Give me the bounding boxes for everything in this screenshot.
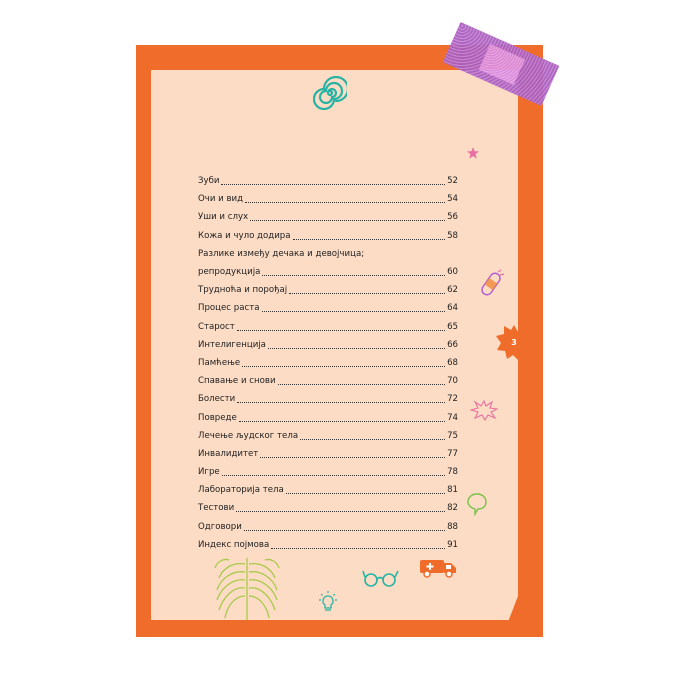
toc-leader-dots (236, 504, 445, 512)
toc-entry[interactable] (198, 208, 458, 226)
toc-leader-dots (278, 377, 446, 385)
toc-leader-dots (268, 341, 445, 349)
toc-page-number: 54 (447, 194, 458, 205)
toc-entry-title: Одговори (198, 521, 242, 532)
toc-leader-dots (262, 304, 446, 312)
toc-entry[interactable] (198, 408, 458, 426)
toc-entry[interactable] (198, 190, 458, 208)
toc-page-number: 78 (447, 467, 458, 478)
toc-entry-title: Трудноћа и порођај (198, 285, 288, 296)
toc-entry[interactable] (198, 245, 458, 263)
toc-leader-dots (271, 541, 445, 549)
toc-leader-dots (242, 359, 445, 367)
toc-leader-dots (262, 268, 445, 276)
toc-leader-dots (239, 414, 445, 422)
toc-page-number: 74 (447, 412, 458, 423)
toc-leader-dots (237, 323, 445, 331)
toc-page-number: 62 (447, 285, 458, 296)
toc-page-number: 88 (447, 521, 458, 532)
toc-leader-dots (260, 450, 445, 458)
toc-leader-dots (293, 232, 446, 240)
speech-bubble-icon (466, 492, 488, 516)
toc-entry[interactable] (198, 227, 458, 245)
toc-entry-title: Индекс појмова (198, 539, 270, 550)
toc-entry[interactable] (198, 445, 458, 463)
toc-leader-dots (300, 432, 445, 440)
toc-entry[interactable] (198, 172, 458, 190)
toc-leader-dots (245, 195, 445, 203)
toc-entry[interactable] (198, 481, 458, 499)
page-corner-fold (508, 596, 530, 622)
toc-entry[interactable] (198, 499, 458, 517)
toc-entry-title: Зуби (198, 176, 220, 187)
toc-entry-title: Лабораторија тела (198, 485, 284, 496)
lightbulb-icon (318, 590, 338, 614)
toc-entry[interactable] (198, 463, 458, 481)
toc-entry-title: Болести (198, 394, 236, 405)
toc-page-number: 91 (447, 539, 458, 550)
toc-leader-dots (244, 523, 445, 531)
toc-page-number: 68 (447, 357, 458, 368)
toc-entry[interactable] (198, 518, 458, 536)
toc-entry-title: Процес раста (198, 303, 260, 314)
toc-page-number: 64 (447, 303, 458, 314)
toc-page-number: 77 (447, 448, 458, 459)
toc-entry-title: Памћење (198, 357, 241, 368)
toc-entry[interactable] (198, 390, 458, 408)
toc-page-number: 58 (447, 230, 458, 241)
toc-entry-title: Старост (198, 321, 235, 332)
toc-page-number: 81 (447, 485, 458, 496)
toc-page-number: 70 (447, 376, 458, 387)
section-tab-badge (495, 323, 533, 361)
toc-entry-title: Очи и вид (198, 194, 244, 205)
toc-leader-dots (286, 486, 445, 494)
spiral-icon (313, 76, 347, 110)
star-icon (466, 146, 480, 160)
toc-entry[interactable] (198, 536, 458, 554)
section-number: 3 (511, 337, 517, 347)
toc-entry[interactable] (198, 336, 458, 354)
toc-entry-title: Спавање и снови (198, 376, 276, 387)
toc-entry-title: Интелигенција (198, 339, 266, 350)
burst-icon (470, 399, 498, 421)
toc-entry[interactable] (198, 281, 458, 299)
ambulance-icon (418, 556, 458, 578)
toc-entry-title: Кожа и чуло додира (198, 230, 291, 241)
toc-entry[interactable] (198, 372, 458, 390)
toc-leader-dots (289, 286, 445, 294)
table-of-contents (198, 172, 458, 554)
toc-page-number: 56 (447, 212, 458, 223)
toc-entry[interactable] (198, 318, 458, 336)
toc-entry[interactable] (198, 263, 458, 281)
toc-page-number: 60 (447, 267, 458, 278)
bandage-icon (476, 268, 506, 300)
toc-page-number: 72 (447, 394, 458, 405)
toc-page-number: 65 (447, 321, 458, 332)
toc-entry-title: Лечење људског тела (198, 430, 299, 441)
toc-entry-title: Повреде (198, 412, 237, 423)
toc-entry-title: Разлике између дечака и девојчица; (198, 248, 365, 259)
toc-entry-title: Тестови (198, 503, 235, 514)
toc-page-number: 82 (447, 503, 458, 514)
toc-page-number: 75 (447, 430, 458, 441)
toc-page-number: 52 (447, 176, 458, 187)
toc-entry[interactable] (198, 427, 458, 445)
toc-entry[interactable] (198, 354, 458, 372)
toc-entry-title: Игре (198, 467, 220, 478)
toc-entry-title: Инвалидитет (198, 448, 259, 459)
ribcage-icon (211, 556, 283, 622)
glasses-icon (362, 567, 400, 589)
toc-page-number: 66 (447, 339, 458, 350)
toc-leader-dots (237, 395, 445, 403)
toc-leader-dots (250, 213, 445, 221)
toc-leader-dots (221, 177, 445, 185)
toc-entry[interactable] (198, 299, 458, 317)
toc-entry-title: Уши и слух (198, 212, 249, 223)
toc-leader-dots (222, 468, 445, 476)
toc-entry-title: репродукција (198, 267, 261, 278)
